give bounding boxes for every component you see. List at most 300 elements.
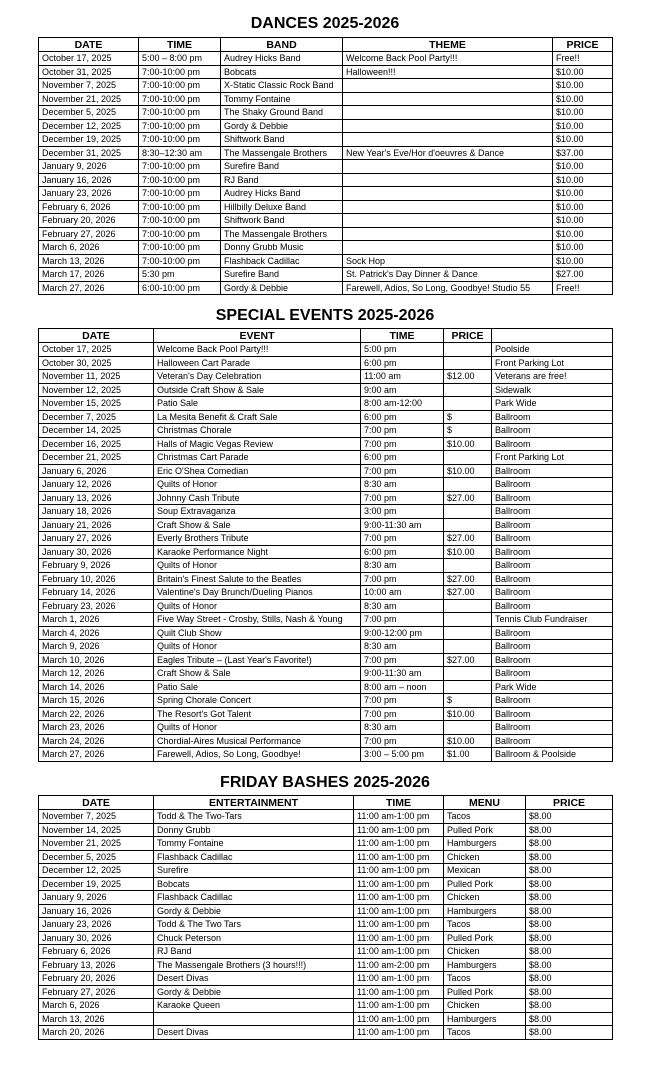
cell-date: December 31, 2025	[39, 146, 139, 160]
cell-time: 7:00-10:00 pm	[139, 106, 221, 120]
table-row	[39, 254, 613, 268]
cell-theme	[343, 214, 553, 228]
cell-theme	[343, 119, 553, 133]
cell-menu: Pulled Pork	[444, 985, 526, 999]
column-header: BAND	[221, 38, 343, 52]
cell-entertainment: Todd & The Two Tars	[154, 918, 354, 932]
cell-date: January 13, 2026	[39, 491, 154, 505]
table-row	[39, 931, 613, 945]
table-row	[39, 904, 613, 918]
cell-time: 11:00 am-1:00 pm	[354, 810, 444, 824]
table-row	[39, 241, 613, 255]
cell-time: 11:00 am-1:00 pm	[354, 945, 444, 959]
cell-price: $27.00	[444, 532, 492, 546]
cell-price: $10.00	[553, 173, 613, 187]
cell-band: Bobcats	[221, 65, 343, 79]
cell-theme: Farewell, Adios, So Long, Goodbye! Studio 55	[343, 281, 553, 295]
cell-location: Ballroom	[492, 491, 613, 505]
cell-date: February 14, 2026	[39, 586, 154, 600]
table-row	[39, 491, 613, 505]
column-header: THEME	[343, 38, 553, 52]
table-row	[39, 200, 613, 214]
cell-price: $8.00	[526, 864, 613, 878]
table-row	[39, 133, 613, 147]
cell-price	[444, 613, 492, 627]
table-row	[39, 505, 613, 519]
cell-price: $8.00	[526, 810, 613, 824]
cell-menu: Hamburgers	[444, 904, 526, 918]
cell-event: Britain's Finest Salute to the Beatles	[154, 572, 361, 586]
cell-time: 7:00-10:00 pm	[139, 187, 221, 201]
cell-theme	[343, 79, 553, 93]
cell-date: March 22, 2026	[39, 707, 154, 721]
column-header: TIME	[139, 38, 221, 52]
cell-band: Shiftwork Band	[221, 214, 343, 228]
cell-time: 7:00 pm	[361, 572, 444, 586]
cell-time: 11:00 am-1:00 pm	[354, 1012, 444, 1026]
cell-price: $10.00	[553, 92, 613, 106]
column-header: DATE	[39, 796, 154, 810]
cell-price: $10.00	[553, 241, 613, 255]
cell-date: March 14, 2026	[39, 680, 154, 694]
cell-band: X-Static Classic Rock Band	[221, 79, 343, 93]
cell-band: Tommy Fontaine	[221, 92, 343, 106]
table-row	[39, 92, 613, 106]
cell-date: November 21, 2025	[39, 92, 139, 106]
cell-time: 5:30 pm	[139, 268, 221, 282]
cell-menu: Hamburgers	[444, 1012, 526, 1026]
table-row	[39, 437, 613, 451]
cell-location: Ballroom	[492, 437, 613, 451]
cell-time: 8:30 am	[361, 478, 444, 492]
table-row	[39, 891, 613, 905]
cell-date: February 6, 2026	[39, 200, 139, 214]
cell-time: 11:00 am-1:00 pm	[354, 891, 444, 905]
cell-time: 8:00 am – noon	[361, 680, 444, 694]
cell-time: 11:00 am-1:00 pm	[354, 823, 444, 837]
table-row	[39, 999, 613, 1013]
cell-theme	[343, 173, 553, 187]
cell-entertainment: The Massengale Brothers (3 hours!!!)	[154, 958, 354, 972]
table-row	[39, 410, 613, 424]
cell-date: March 24, 2026	[39, 734, 154, 748]
table-row	[39, 464, 613, 478]
cell-date: January 23, 2026	[39, 187, 139, 201]
cell-price: $10.00	[444, 734, 492, 748]
cell-time: 5:00 pm	[361, 343, 444, 357]
cell-time: 7:00-10:00 pm	[139, 65, 221, 79]
cell-entertainment: Todd & The Two-Tars	[154, 810, 354, 824]
cell-time: 9:00 am	[361, 383, 444, 397]
cell-menu: Hamburgers	[444, 837, 526, 851]
cell-time: 8:30–12:30 am	[139, 146, 221, 160]
cell-price: $	[444, 424, 492, 438]
cell-date: January 30, 2026	[39, 931, 154, 945]
cell-event: Craft Show & Sale	[154, 518, 361, 532]
cell-time: 6:00 pm	[361, 356, 444, 370]
table-row	[39, 343, 613, 357]
cell-menu: Pulled Pork	[444, 931, 526, 945]
cell-price: $10.00	[553, 200, 613, 214]
cell-location: Poolside	[492, 343, 613, 357]
cell-menu: Chicken	[444, 891, 526, 905]
cell-event: Everly Brothers Tribute	[154, 532, 361, 546]
cell-time: 11:00 am-1:00 pm	[354, 850, 444, 864]
cell-band: RJ Band	[221, 173, 343, 187]
cell-event: Quilts of Honor	[154, 478, 361, 492]
cell-time: 7:00-10:00 pm	[139, 200, 221, 214]
cell-event: Quilts of Honor	[154, 599, 361, 613]
cell-entertainment: RJ Band	[154, 945, 354, 959]
cell-time: 11:00 am-1:00 pm	[354, 918, 444, 932]
column-header: MENU	[444, 796, 526, 810]
cell-time: 7:00 pm	[361, 491, 444, 505]
cell-theme	[343, 160, 553, 174]
table-row	[39, 945, 613, 959]
cell-price: $8.00	[526, 877, 613, 891]
cell-theme	[343, 200, 553, 214]
cell-menu: Chicken	[444, 850, 526, 864]
friday-bashes-title: FRIDAY BASHES 2025-2026	[220, 774, 430, 791]
cell-price: $1.00	[444, 748, 492, 762]
cell-date: November 7, 2025	[39, 79, 139, 93]
table-row	[39, 119, 613, 133]
cell-menu: Pulled Pork	[444, 877, 526, 891]
cell-price	[444, 626, 492, 640]
table-row	[39, 424, 613, 438]
cell-date: February 9, 2026	[39, 559, 154, 573]
cell-price	[444, 599, 492, 613]
cell-event: Soup Extravaganza	[154, 505, 361, 519]
table-row	[39, 65, 613, 79]
cell-time: 7:00 pm	[361, 464, 444, 478]
cell-time: 6:00 pm	[361, 410, 444, 424]
cell-event: Valentine's Day Brunch/Dueling Pianos	[154, 586, 361, 600]
cell-date: January 18, 2026	[39, 505, 154, 519]
table-row	[39, 370, 613, 384]
cell-date: November 15, 2025	[39, 397, 154, 411]
cell-location: Ballroom	[492, 572, 613, 586]
cell-band: Surefire Band	[221, 160, 343, 174]
cell-price: $10.00	[553, 187, 613, 201]
cell-price: $37.00	[553, 146, 613, 160]
cell-theme	[343, 227, 553, 241]
cell-time: 7:00 pm	[361, 532, 444, 546]
cell-event: Farewell, Adios, So Long, Goodbye!	[154, 748, 361, 762]
table-row	[39, 79, 613, 93]
cell-theme	[343, 241, 553, 255]
cell-location: Ballroom	[492, 545, 613, 559]
cell-price: Free!!	[553, 52, 613, 66]
cell-time: 6:00 pm	[361, 545, 444, 559]
cell-menu: Tacos	[444, 810, 526, 824]
cell-price: $8.00	[526, 904, 613, 918]
cell-event: Spring Chorale Concert	[154, 694, 361, 708]
cell-theme	[343, 133, 553, 147]
cell-time: 9:00-12:00 pm	[361, 626, 444, 640]
cell-date: February 20, 2026	[39, 972, 154, 986]
cell-location: Front Parking Lot	[492, 356, 613, 370]
table-row	[39, 823, 613, 837]
cell-price: $8.00	[526, 985, 613, 999]
cell-event: Patio Sale	[154, 680, 361, 694]
cell-date: October 17, 2025	[39, 343, 154, 357]
table-row	[39, 810, 613, 824]
cell-time: 11:00 am-1:00 pm	[354, 1026, 444, 1040]
table-row	[39, 478, 613, 492]
cell-band: Surefire Band	[221, 268, 343, 282]
table-row	[39, 985, 613, 999]
cell-date: December 14, 2025	[39, 424, 154, 438]
table-row	[39, 356, 613, 370]
cell-date: March 15, 2026	[39, 694, 154, 708]
cell-price: $8.00	[526, 1026, 613, 1040]
column-header: DATE	[39, 329, 154, 343]
cell-price: $8.00	[526, 823, 613, 837]
cell-date: February 27, 2026	[39, 985, 154, 999]
cell-date: November 21, 2025	[39, 837, 154, 851]
cell-date: December 5, 2025	[39, 106, 139, 120]
cell-location: Veterans are free!	[492, 370, 613, 384]
table-row	[39, 734, 613, 748]
cell-date: December 5, 2025	[39, 850, 154, 864]
cell-event: Welcome Back Pool Party!!!	[154, 343, 361, 357]
cell-date: March 27, 2026	[39, 281, 139, 295]
table-row	[39, 52, 613, 66]
cell-time: 6:00 pm	[361, 451, 444, 465]
cell-price	[444, 478, 492, 492]
cell-event: Eric O'Shea Comedian	[154, 464, 361, 478]
cell-price: $10.00	[553, 106, 613, 120]
table-row	[39, 160, 613, 174]
table-row	[39, 268, 613, 282]
cell-event: Craft Show & Sale	[154, 667, 361, 681]
cell-entertainment: Gordy & Debbie	[154, 904, 354, 918]
cell-price: $8.00	[526, 850, 613, 864]
cell-location: Tennis Club Fundraiser	[492, 613, 613, 627]
cell-price: $10.00	[444, 437, 492, 451]
cell-band: Audrey Hicks Band	[221, 52, 343, 66]
friday-bashes-table	[38, 795, 613, 1040]
cell-price: $10.00	[444, 707, 492, 721]
cell-price: $10.00	[444, 545, 492, 559]
cell-date: February 20, 2026	[39, 214, 139, 228]
cell-event: Quilts of Honor	[154, 559, 361, 573]
cell-price: $10.00	[553, 133, 613, 147]
cell-date: February 23, 2026	[39, 599, 154, 613]
column-header	[492, 329, 613, 343]
cell-time: 7:00-10:00 pm	[139, 227, 221, 241]
table-row	[39, 721, 613, 735]
cell-band: Gordy & Debbie	[221, 281, 343, 295]
cell-time: 7:00-10:00 pm	[139, 133, 221, 147]
cell-price: $8.00	[526, 837, 613, 851]
dances-title: DANCES 2025-2026	[250, 15, 400, 32]
table-header-row	[39, 38, 613, 52]
cell-price: $8.00	[526, 999, 613, 1013]
cell-date: December 7, 2025	[39, 410, 154, 424]
cell-time: 7:00-10:00 pm	[139, 119, 221, 133]
cell-event: Eagles Tribute – (Last Year's Favorite!)	[154, 653, 361, 667]
table-row	[39, 281, 613, 295]
cell-price	[444, 397, 492, 411]
cell-time: 7:00-10:00 pm	[139, 254, 221, 268]
cell-event: Christmas Cart Parade	[154, 451, 361, 465]
cell-date: January 16, 2026	[39, 173, 139, 187]
cell-time: 9:00-11:30 am	[361, 518, 444, 532]
cell-price: $10.00	[553, 254, 613, 268]
cell-date: November 12, 2025	[39, 383, 154, 397]
cell-date: October 31, 2025	[39, 65, 139, 79]
table-row	[39, 559, 613, 573]
cell-location: Ballroom	[492, 424, 613, 438]
cell-date: March 12, 2026	[39, 667, 154, 681]
cell-theme: Welcome Back Pool Party!!!	[343, 52, 553, 66]
table-row	[39, 694, 613, 708]
cell-location: Front Parking Lot	[492, 451, 613, 465]
cell-time: 7:00 pm	[361, 437, 444, 451]
cell-entertainment: Surefire	[154, 864, 354, 878]
table-row	[39, 918, 613, 932]
cell-date: January 16, 2026	[39, 904, 154, 918]
cell-event: Five Way Street - Crosby, Stills, Nash & Young	[154, 613, 361, 627]
table-row	[39, 1026, 613, 1040]
cell-location: Park Wide	[492, 680, 613, 694]
cell-price	[444, 680, 492, 694]
cell-entertainment: Flashback Cadillac	[154, 891, 354, 905]
cell-time: 3:00 – 5:00 pm	[361, 748, 444, 762]
cell-time: 7:00 pm	[361, 424, 444, 438]
cell-time: 11:00 am-1:00 pm	[354, 931, 444, 945]
cell-location: Ballroom	[492, 559, 613, 573]
cell-entertainment: Desert Divas	[154, 1026, 354, 1040]
cell-time: 7:00 pm	[361, 653, 444, 667]
cell-location: Ballroom	[492, 626, 613, 640]
cell-date: March 17, 2026	[39, 268, 139, 282]
table-row	[39, 518, 613, 532]
cell-price: $27.00	[444, 572, 492, 586]
cell-date: October 30, 2025	[39, 356, 154, 370]
cell-price: $10.00	[553, 119, 613, 133]
cell-band: The Massengale Brothers	[221, 227, 343, 241]
cell-entertainment: Flashback Cadillac	[154, 850, 354, 864]
table-row	[39, 748, 613, 762]
cell-theme	[343, 187, 553, 201]
table-row	[39, 958, 613, 972]
cell-location: Ballroom	[492, 721, 613, 735]
table-row	[39, 972, 613, 986]
cell-date: November 7, 2025	[39, 810, 154, 824]
cell-price: $10.00	[553, 160, 613, 174]
cell-location: Ballroom	[492, 478, 613, 492]
table-row	[39, 877, 613, 891]
cell-time: 11:00 am-1:00 pm	[354, 999, 444, 1013]
friday-bashes-section	[0, 773, 650, 793]
cell-time: 7:00-10:00 pm	[139, 160, 221, 174]
cell-location: Ballroom	[492, 410, 613, 424]
cell-time: 10:00 am	[361, 586, 444, 600]
cell-theme: St. Patrick's Day Dinner & Dance	[343, 268, 553, 282]
cell-date: November 14, 2025	[39, 823, 154, 837]
cell-location: Ballroom	[492, 586, 613, 600]
cell-location: Ballroom & Poolside	[492, 748, 613, 762]
cell-event: Quilts of Honor	[154, 721, 361, 735]
cell-price: $8.00	[526, 972, 613, 986]
cell-location: Park Wide	[492, 397, 613, 411]
cell-date: March 23, 2026	[39, 721, 154, 735]
cell-price: $	[444, 410, 492, 424]
cell-date: December 12, 2025	[39, 119, 139, 133]
cell-time: 8:30 am	[361, 559, 444, 573]
cell-date: January 30, 2026	[39, 545, 154, 559]
cell-entertainment: Donny Grubb	[154, 823, 354, 837]
cell-date: January 6, 2026	[39, 464, 154, 478]
table-row	[39, 626, 613, 640]
cell-time: 9:00-11:30 am	[361, 667, 444, 681]
cell-location: Ballroom	[492, 667, 613, 681]
cell-band: Flashback Cadillac	[221, 254, 343, 268]
cell-date: March 9, 2026	[39, 640, 154, 654]
cell-event: La Mesita Benefit & Craft Sale	[154, 410, 361, 424]
table-row	[39, 653, 613, 667]
cell-location: Ballroom	[492, 599, 613, 613]
cell-price	[444, 383, 492, 397]
table-row	[39, 837, 613, 851]
cell-location: Ballroom	[492, 640, 613, 654]
cell-time: 7:00-10:00 pm	[139, 241, 221, 255]
column-header: DATE	[39, 38, 139, 52]
cell-price: $8.00	[526, 931, 613, 945]
cell-menu: Tacos	[444, 918, 526, 932]
cell-time: 11:00 am-1:00 pm	[354, 904, 444, 918]
cell-band: The Shaky Ground Band	[221, 106, 343, 120]
cell-event: Johnny Cash Tribute	[154, 491, 361, 505]
cell-price: $10.00	[444, 464, 492, 478]
cell-location: Ballroom	[492, 532, 613, 546]
cell-date: January 27, 2026	[39, 532, 154, 546]
cell-time: 11:00 am-1:00 pm	[354, 864, 444, 878]
cell-location: Ballroom	[492, 653, 613, 667]
cell-band: Audrey Hicks Band	[221, 187, 343, 201]
cell-price: $8.00	[526, 945, 613, 959]
cell-event: Karaoke Performance Night	[154, 545, 361, 559]
cell-time: 7:00 pm	[361, 613, 444, 627]
table-row	[39, 640, 613, 654]
cell-event: Patio Sale	[154, 397, 361, 411]
cell-band: Hillbilly Deluxe Band	[221, 200, 343, 214]
cell-price: $8.00	[526, 1012, 613, 1026]
cell-location: Ballroom	[492, 518, 613, 532]
cell-price: Free!!	[553, 281, 613, 295]
cell-time: 7:00-10:00 pm	[139, 79, 221, 93]
cell-theme: New Year's Eve/Hor d'oeuvres & Dance	[343, 146, 553, 160]
column-header: PRICE	[553, 38, 613, 52]
column-header: EVENT	[154, 329, 361, 343]
column-header: ENTERTAINMENT	[154, 796, 354, 810]
table-row	[39, 586, 613, 600]
cell-event: The Resort's Got Talent	[154, 707, 361, 721]
cell-date: February 27, 2026	[39, 227, 139, 241]
cell-date: February 10, 2026	[39, 572, 154, 586]
cell-location: Ballroom	[492, 734, 613, 748]
cell-price: $10.00	[553, 227, 613, 241]
cell-date: December 16, 2025	[39, 437, 154, 451]
special-events-section	[0, 306, 650, 326]
cell-date: March 13, 2026	[39, 254, 139, 268]
cell-date: March 10, 2026	[39, 653, 154, 667]
cell-date: January 12, 2026	[39, 478, 154, 492]
cell-event: Outside Craft Show & Sale	[154, 383, 361, 397]
